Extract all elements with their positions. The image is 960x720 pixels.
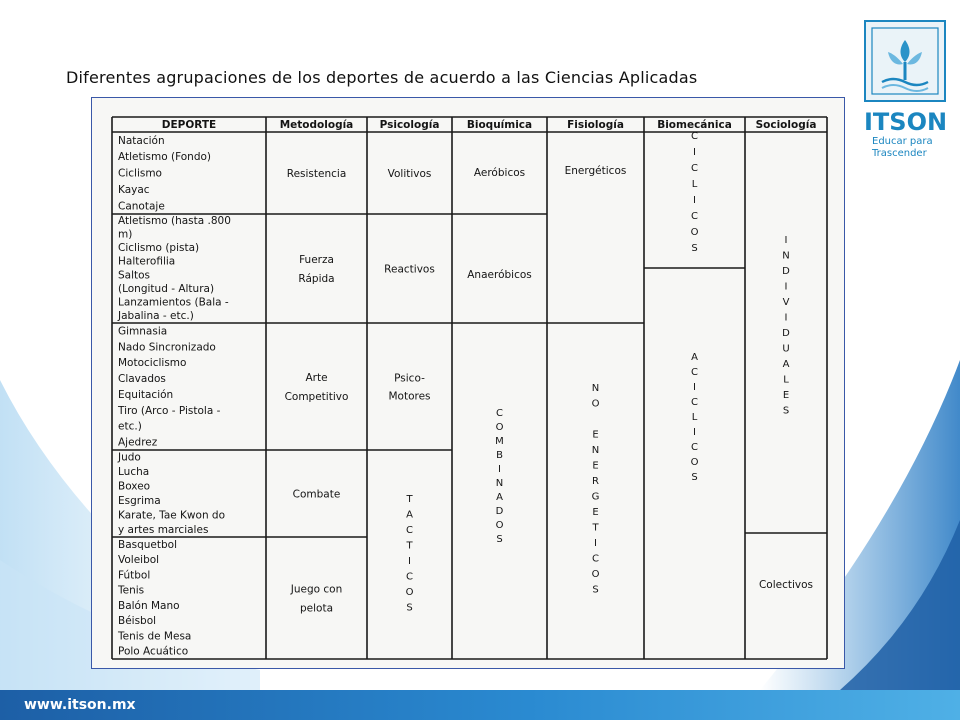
individuales-letter: A bbox=[782, 359, 790, 370]
sport-name: Clavados bbox=[118, 373, 166, 386]
no-energeticos-letter: N bbox=[591, 383, 600, 394]
tacticos-letter: O bbox=[405, 587, 414, 598]
individuales-letter: V bbox=[782, 297, 790, 308]
sport-name: Balón Mano bbox=[118, 599, 180, 612]
table-header-cell: Biomecánica bbox=[657, 119, 732, 131]
logo-tagline-line-1: Educar para bbox=[872, 136, 933, 147]
ciclicos-letter: C bbox=[691, 131, 698, 142]
aciclicos-letter: C bbox=[691, 442, 698, 453]
tacticos-letter: C bbox=[406, 571, 413, 583]
no-energeticos-letter: E bbox=[592, 460, 599, 472]
aciclicos-letter: I bbox=[693, 382, 696, 393]
table-header-cell: Metodología bbox=[279, 119, 354, 131]
sport-name: Natación bbox=[118, 134, 165, 147]
metodologia-label: Rápida bbox=[298, 273, 335, 285]
sport-name: m) bbox=[118, 228, 133, 241]
individuales-letter: D bbox=[782, 266, 790, 277]
tacticos-letter: A bbox=[406, 509, 413, 521]
sport-name: Gimnasia bbox=[118, 325, 168, 338]
sport-name: y artes marciales bbox=[118, 523, 209, 536]
sport-name: Saltos bbox=[118, 269, 151, 282]
fisiologia-label: Energéticos bbox=[564, 165, 627, 177]
table-header-cell: DEPORTE bbox=[161, 119, 217, 131]
sport-name: Karate, Tae Kwon do bbox=[118, 509, 226, 522]
aciclicos-letter: S bbox=[691, 472, 698, 483]
metodologia-label: Combate bbox=[292, 488, 341, 501]
aciclicos-letter: A bbox=[691, 352, 698, 363]
bioquimica-label: Aeróbicos bbox=[473, 167, 526, 179]
table-header-cell: Psicología bbox=[379, 119, 440, 131]
ciclicos-letter: S bbox=[691, 243, 698, 254]
tacticos-letter: C bbox=[406, 525, 413, 536]
metodologia-label: Resistencia bbox=[286, 168, 347, 180]
slide-title: Diferentes agrupaciones de los deportes de acuerdo a las Ciencias Aplicadas bbox=[66, 68, 698, 87]
no-energeticos-letter: E bbox=[592, 507, 599, 518]
sport-name: Boxeo bbox=[118, 480, 151, 493]
metodologia-label: Juego con bbox=[290, 583, 343, 596]
itson-emblem bbox=[864, 20, 946, 102]
sport-name: Voleibol bbox=[118, 554, 160, 567]
ciclicos-letter: C bbox=[691, 163, 698, 174]
combinados-letter: D bbox=[495, 506, 504, 517]
sociologia-label: Colectivos bbox=[758, 579, 814, 591]
sport-name: Kayac bbox=[118, 184, 150, 197]
sport-name: Tenis de Mesa bbox=[118, 630, 192, 643]
sport-name: Basquetbol bbox=[118, 538, 178, 551]
individuales-letter: D bbox=[782, 328, 790, 339]
sport-name: Ciclismo bbox=[118, 167, 162, 180]
metodologia-label: Arte bbox=[305, 372, 328, 384]
emblem-flower-icon bbox=[866, 22, 944, 100]
combinados-letter: S bbox=[496, 534, 503, 545]
ciclicos-letter: L bbox=[691, 179, 698, 190]
ciclicos-letter: O bbox=[690, 227, 699, 238]
no-energeticos-letter: S bbox=[592, 584, 599, 596]
classification-table bbox=[92, 98, 843, 667]
tacticos-letter: T bbox=[406, 494, 413, 505]
ciclicos-letter: I bbox=[693, 195, 696, 206]
sport-name: Atletismo (Fondo) bbox=[118, 151, 212, 164]
combinados-letter: B bbox=[496, 450, 503, 461]
combinados-letter: O bbox=[495, 520, 504, 531]
sport-name: Ajedrez bbox=[118, 436, 158, 449]
psicologia-label: Psico- bbox=[394, 372, 425, 385]
individuales-letter: I bbox=[784, 235, 788, 246]
no-energeticos-letter: O bbox=[591, 569, 600, 580]
no-energeticos-letter: I bbox=[594, 538, 597, 549]
sport-name: Judo bbox=[118, 451, 141, 464]
itson-logo bbox=[864, 20, 946, 158]
logo-tagline bbox=[872, 136, 948, 160]
logo-name: ITSON bbox=[864, 108, 948, 136]
combinados-letter: C bbox=[496, 408, 503, 419]
sport-name: Motociclismo bbox=[118, 357, 187, 370]
combinados-letter: N bbox=[495, 478, 504, 489]
table-header-cell: Fisiología bbox=[567, 119, 624, 131]
tacticos-letter: T bbox=[406, 540, 413, 552]
no-energeticos-letter: G bbox=[591, 491, 600, 503]
aciclicos-letter: O bbox=[690, 457, 699, 468]
individuales-letter: I bbox=[784, 312, 788, 324]
metodologia-label: pelota bbox=[299, 602, 334, 615]
sport-name: Ciclismo (pista) bbox=[118, 242, 200, 255]
footer-bar bbox=[0, 690, 960, 720]
sport-name: Jabalina - etc.) bbox=[118, 310, 194, 323]
sports-classification-document bbox=[91, 97, 845, 669]
psicologia-label: Volitivos bbox=[387, 168, 432, 180]
individuales-letter: U bbox=[782, 343, 790, 355]
combinados-letter: M bbox=[495, 436, 504, 447]
sport-name: Equitación bbox=[118, 388, 174, 401]
ciclicos-letter: C bbox=[691, 211, 698, 222]
sport-name: Atletismo (hasta .800 bbox=[118, 214, 231, 227]
tacticos-letter: I bbox=[408, 556, 411, 567]
sport-name: Tenis bbox=[118, 584, 145, 597]
no-energeticos-letter: R bbox=[592, 476, 599, 487]
aciclicos-letter: L bbox=[691, 412, 698, 423]
psicologia-label: Reactivos bbox=[384, 263, 435, 276]
sport-name: Lanzamientos (Bala - bbox=[118, 296, 229, 309]
sport-name: Lucha bbox=[118, 465, 150, 478]
aciclicos-letter: C bbox=[691, 367, 698, 378]
sport-name: Fútbol bbox=[118, 569, 151, 582]
sport-name: Nado Sincronizado bbox=[118, 341, 216, 354]
sport-name: Esgrima bbox=[118, 494, 161, 507]
no-energeticos-letter: O bbox=[591, 398, 600, 410]
individuales-letter: S bbox=[782, 405, 790, 417]
logo-tagline-line-2: Trascender bbox=[872, 148, 927, 159]
sport-name: etc.) bbox=[118, 420, 142, 433]
no-energeticos-letter: T bbox=[592, 522, 599, 534]
no-energeticos-letter: C bbox=[592, 553, 599, 565]
tacticos-letter: S bbox=[406, 602, 413, 614]
sport-name: Tiro (Arco - Pistola - bbox=[118, 404, 221, 417]
aciclicos-letter: C bbox=[691, 397, 698, 408]
no-energeticos-letter: E bbox=[592, 429, 599, 441]
metodologia-label: Fuerza bbox=[299, 254, 334, 266]
combinados-letter: O bbox=[495, 422, 504, 433]
table-header-cell: Bioquímica bbox=[466, 119, 533, 131]
combinados-letter: A bbox=[496, 492, 503, 503]
individuales-letter: N bbox=[782, 250, 790, 262]
table-header-cell: Sociología bbox=[755, 119, 817, 131]
no-energeticos-letter: N bbox=[591, 445, 600, 456]
footer-url-link[interactable]: www.itson.mx bbox=[24, 697, 136, 713]
ciclicos-letter: I bbox=[693, 147, 696, 158]
psicologia-label: Motores bbox=[388, 390, 431, 403]
sport-name: Canotaje bbox=[118, 200, 165, 213]
combinados-letter: I bbox=[498, 464, 501, 475]
sport-name: Halterofilia bbox=[118, 255, 176, 268]
sport-name: Polo Acuático bbox=[118, 645, 189, 658]
metodologia-label: Competitivo bbox=[284, 391, 349, 403]
individuales-letter: E bbox=[782, 390, 790, 401]
aciclicos-letter: I bbox=[693, 427, 696, 438]
sport-name: (Longitud - Altura) bbox=[118, 282, 215, 295]
individuales-letter: L bbox=[783, 374, 789, 386]
sport-name: Béisbol bbox=[118, 615, 157, 628]
individuales-letter: I bbox=[784, 281, 788, 293]
bioquimica-label: Anaeróbicos bbox=[467, 269, 532, 281]
